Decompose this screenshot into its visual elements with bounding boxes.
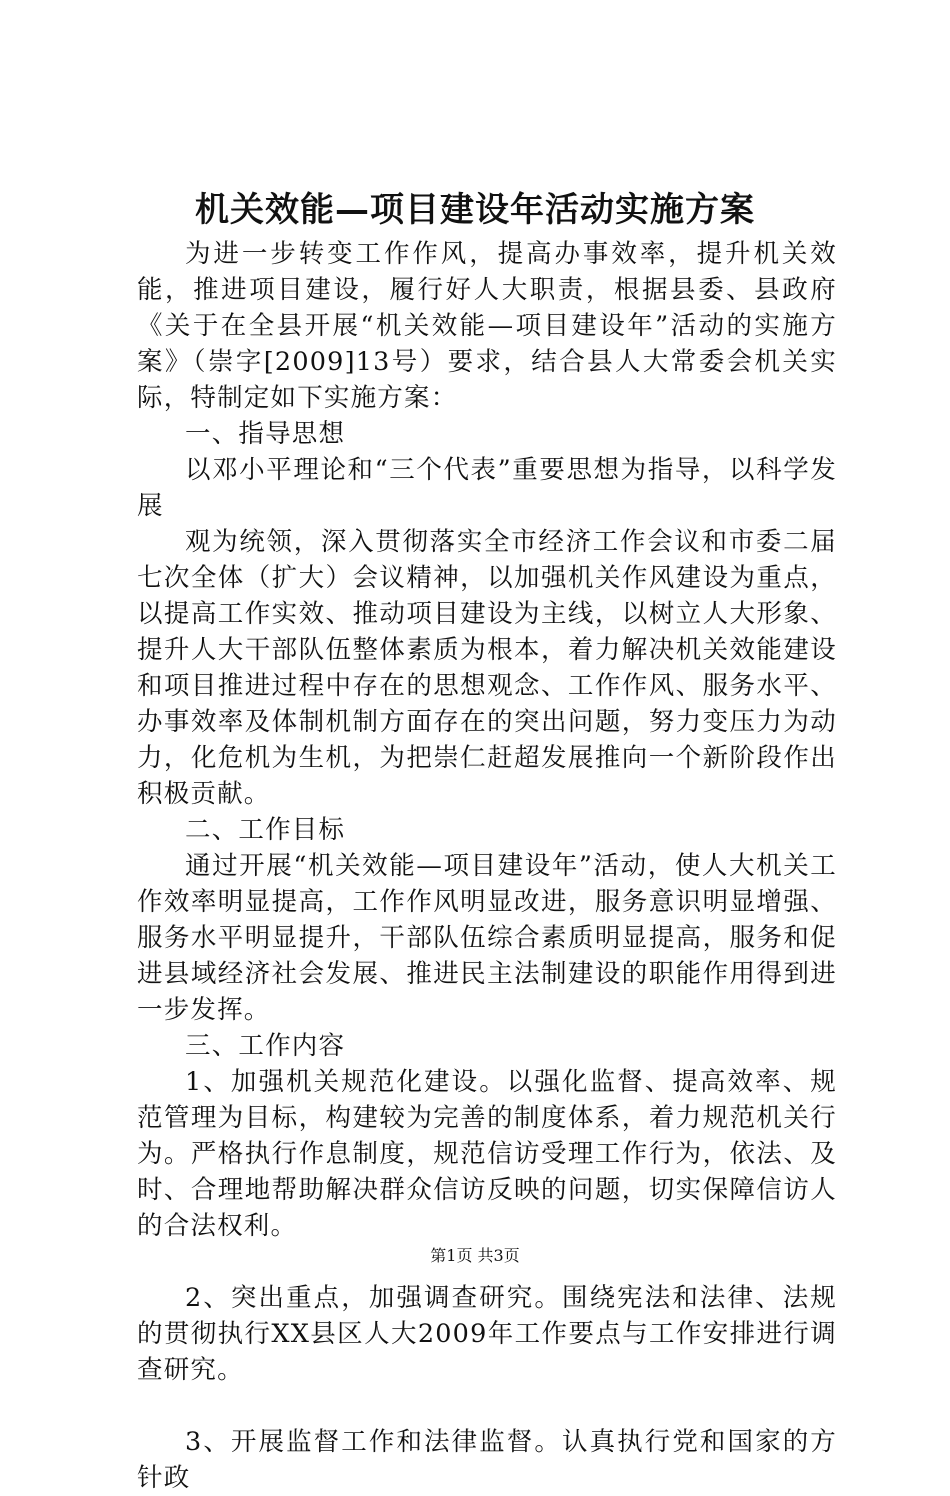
document-body xyxy=(137,236,837,1496)
section-heading-guiding-thought: 一、指导思想 xyxy=(185,419,346,449)
paragraph-item-3: 3、开展监督工作和法律监督。认真执行党和国家的方针政 xyxy=(137,1427,837,1493)
paragraph-item-2: 2、突出重点，加强调查研究。围绕宪法和法律、法规的贯彻执行XX县区人大2009年工作要点与工作安排进行调查研究。 xyxy=(137,1283,837,1385)
paragraph-spacer xyxy=(137,1388,837,1424)
page-number-footer: 第1页 共3页 xyxy=(430,1246,520,1265)
document-title: 机关效能—项目建设年活动实施方案 xyxy=(195,190,755,230)
paragraph-item-1: 1、加强机关规范化建设。以强化监督、提高效率、规范管理为目标，构建较为完善的制度体系，着力规范机关行为。严格执行作息制度，规范信访受理工作行为，依法、及时、合理地帮助解决群众信访反映的问题，切实保障信访人的合法权利。 xyxy=(137,1067,837,1241)
paragraph-intro: 为进一步转变工作作风，提高办事效率，提升机关效能，推进项目建设，履行好人大职责，根据县委、县政府《关于在全县开展“机关效能—项目建设年”活动的实施方案》（崇字[2009]13号）要求，结合县人大常委会机关实际，特制定如下实施方案： xyxy=(137,239,837,413)
paragraph-guiding-thought-2: 观为统领，深入贯彻落实全市经济工作会议和市委二届七次全体（扩大）会议精神，以加强机关作风建设为重点，以提高工作实效、推动项目建设为主线，以树立人大形象、提升人大干部队伍整体素质为根本，着力解决机关效能建设和项目推进过程中存在的思想观念、工作作风、服务水平、办事效率及体制机制方面存在的突出问题，努力变压力为动力，化危机为生机，为把崇仁赶超发展推向一个新阶段作出积极贡献。 xyxy=(137,527,837,809)
paragraph-guiding-thought-1: 以邓小平理论和“三个代表”重要思想为指导，以科学发展 xyxy=(137,455,837,521)
section-heading-work-content: 三、工作内容 xyxy=(185,1031,346,1061)
paragraph-work-goals: 通过开展“机关效能—项目建设年”活动，使人大机关工作效率明显提高，工作作风明显改进，服务意识明显增强、服务水平明显提升，干部队伍综合素质明显提高，服务和促进县域经济社会发展、推进民主法制建设的职能作用得到进一步发挥。 xyxy=(137,851,837,1025)
section-heading-work-goals: 二、工作目标 xyxy=(185,815,346,845)
